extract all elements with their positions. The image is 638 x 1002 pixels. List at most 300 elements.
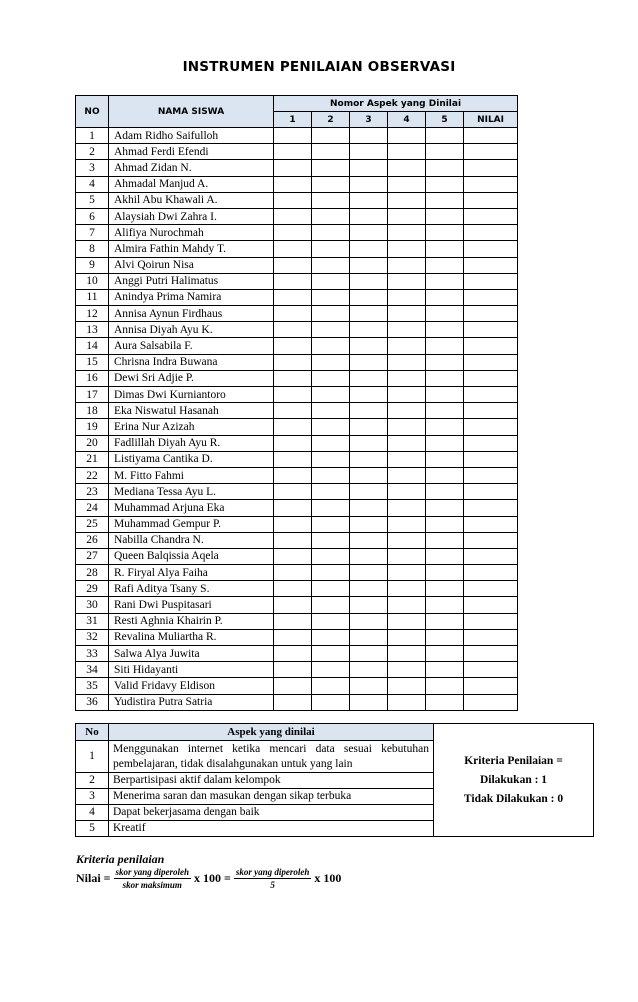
aspect-1-cell[interactable] — [274, 629, 312, 645]
aspect-1-cell[interactable] — [274, 370, 312, 386]
aspect-1-cell[interactable] — [274, 160, 312, 176]
aspect-4-cell[interactable] — [388, 225, 426, 241]
aspect-5-cell[interactable] — [426, 241, 464, 257]
aspect-2-cell[interactable] — [312, 192, 350, 208]
score-cell[interactable] — [464, 435, 518, 451]
aspect-5-cell[interactable] — [426, 467, 464, 483]
score-cell[interactable] — [464, 354, 518, 370]
aspect-4-cell[interactable] — [388, 354, 426, 370]
aspect-2-cell[interactable] — [312, 257, 350, 273]
aspect-header-title: Aspek yang dinilai — [109, 724, 434, 741]
student-no: 36 — [76, 694, 109, 710]
aspect-4-cell[interactable] — [388, 451, 426, 467]
student-no: 4 — [76, 176, 109, 192]
aspect-3-cell[interactable] — [350, 581, 388, 597]
aspect-3-cell[interactable] — [350, 354, 388, 370]
aspect-3-cell[interactable] — [350, 192, 388, 208]
aspect-1-cell[interactable] — [274, 338, 312, 354]
aspect-5-cell[interactable] — [426, 629, 464, 645]
score-cell[interactable] — [464, 208, 518, 224]
aspect-4-cell[interactable] — [388, 548, 426, 564]
aspect-3-cell[interactable] — [350, 144, 388, 160]
score-cell[interactable] — [464, 500, 518, 516]
aspect-5-cell[interactable] — [426, 192, 464, 208]
aspect-3-cell[interactable] — [350, 370, 388, 386]
student-row — [76, 322, 518, 338]
aspect-4-cell[interactable] — [388, 646, 426, 662]
aspect-3-cell[interactable] — [350, 403, 388, 419]
aspect-3-cell[interactable] — [350, 241, 388, 257]
aspect-5-cell[interactable] — [426, 694, 464, 710]
aspect-4-cell[interactable] — [388, 176, 426, 192]
header-no: NO — [76, 96, 109, 128]
aspect-2-cell[interactable] — [312, 273, 350, 289]
aspect-5-cell[interactable] — [426, 387, 464, 403]
aspect-5-cell[interactable] — [426, 419, 464, 435]
aspect-1-cell[interactable] — [274, 646, 312, 662]
student-name: Annisa Diyah Ayu K. — [109, 322, 274, 338]
aspect-2-cell[interactable] — [312, 548, 350, 564]
aspect-2-cell[interactable] — [312, 225, 350, 241]
aspect-1-cell[interactable] — [274, 516, 312, 532]
student-row — [76, 257, 518, 273]
aspect-1-cell[interactable] — [274, 500, 312, 516]
aspect-2-cell[interactable] — [312, 128, 350, 144]
student-row — [76, 128, 518, 144]
aspect-1-cell[interactable] — [274, 581, 312, 597]
student-name: R. Firyal Alya Faiha — [109, 565, 274, 581]
student-no: 7 — [76, 225, 109, 241]
student-name: Resti Aghnia Khairin P. — [109, 613, 274, 629]
aspect-4-cell[interactable] — [388, 419, 426, 435]
student-name: Annisa Aynun Firdhaus — [109, 306, 274, 322]
formula-lhs: Nilai = — [76, 871, 111, 885]
student-no: 32 — [76, 629, 109, 645]
aspect-5-cell[interactable] — [426, 548, 464, 564]
aspect-5-cell[interactable] — [426, 500, 464, 516]
aspect-4-cell[interactable] — [388, 257, 426, 273]
aspect-3-cell[interactable] — [350, 160, 388, 176]
aspect-1-cell[interactable] — [274, 467, 312, 483]
aspect-3-cell[interactable] — [350, 597, 388, 613]
aspect-1-cell[interactable] — [274, 597, 312, 613]
aspect-1-cell[interactable] — [274, 241, 312, 257]
student-no: 8 — [76, 241, 109, 257]
aspect-1-cell[interactable] — [274, 662, 312, 678]
score-cell[interactable] — [464, 387, 518, 403]
student-row — [76, 306, 518, 322]
aspect-5-cell[interactable] — [426, 435, 464, 451]
header-student-name: NAMA SISWA — [109, 96, 274, 128]
score-cell[interactable] — [464, 306, 518, 322]
aspect-text: Berpartisipasi aktif dalam kelompok — [109, 773, 434, 789]
score-cell[interactable] — [464, 548, 518, 564]
aspect-4-cell[interactable] — [388, 581, 426, 597]
aspect-no: 2 — [76, 773, 109, 789]
aspect-3-cell[interactable] — [350, 484, 388, 500]
aspect-3-cell[interactable] — [350, 613, 388, 629]
student-no: 9 — [76, 257, 109, 273]
aspect-1-cell[interactable] — [274, 306, 312, 322]
aspect-4-cell[interactable] — [388, 435, 426, 451]
aspect-2-cell[interactable] — [312, 451, 350, 467]
student-no: 27 — [76, 548, 109, 564]
aspect-1-cell[interactable] — [274, 289, 312, 305]
score-cell[interactable] — [464, 678, 518, 694]
aspect-1-cell[interactable] — [274, 273, 312, 289]
student-name: Akhil Abu Khawali A. — [109, 192, 274, 208]
score-cell[interactable] — [464, 128, 518, 144]
aspect-2-cell[interactable] — [312, 160, 350, 176]
score-cell[interactable] — [464, 338, 518, 354]
student-assessment-table — [75, 95, 518, 711]
aspect-4-cell[interactable] — [388, 289, 426, 305]
aspect-2-cell[interactable] — [312, 500, 350, 516]
aspect-1-cell[interactable] — [274, 387, 312, 403]
aspect-5-cell[interactable] — [426, 338, 464, 354]
score-cell[interactable] — [464, 257, 518, 273]
aspect-4-cell[interactable] — [388, 678, 426, 694]
student-row — [76, 484, 518, 500]
aspect-5-cell[interactable] — [426, 581, 464, 597]
student-row — [76, 435, 518, 451]
aspect-5-cell[interactable] — [426, 128, 464, 144]
aspect-1-cell[interactable] — [274, 484, 312, 500]
score-cell[interactable] — [464, 451, 518, 467]
aspect-2-cell[interactable] — [312, 678, 350, 694]
aspect-4-cell[interactable] — [388, 662, 426, 678]
aspect-2-cell[interactable] — [312, 144, 350, 160]
score-cell[interactable] — [464, 241, 518, 257]
aspect-3-cell[interactable] — [350, 565, 388, 581]
aspect-1-cell[interactable] — [274, 565, 312, 581]
aspect-5-cell[interactable] — [426, 484, 464, 500]
aspect-1-cell[interactable] — [274, 403, 312, 419]
aspect-4-cell[interactable] — [388, 516, 426, 532]
student-row — [76, 192, 518, 208]
student-row — [76, 354, 518, 370]
aspect-3-cell[interactable] — [350, 306, 388, 322]
aspect-1-cell[interactable] — [274, 144, 312, 160]
aspect-2-cell[interactable] — [312, 403, 350, 419]
score-cell[interactable] — [464, 532, 518, 548]
aspect-2-cell[interactable] — [312, 484, 350, 500]
formula-times-1: x 100 = — [194, 871, 231, 885]
aspect-text: Menggunakan internet ketika mencari data sesuai kebutuhan pembelajaran, tidak disalahgunakan untuk yang lain — [109, 741, 434, 773]
aspect-4-cell[interactable] — [388, 241, 426, 257]
aspect-1-cell[interactable] — [274, 257, 312, 273]
aspect-no: 5 — [76, 821, 109, 837]
score-cell[interactable] — [464, 403, 518, 419]
aspect-2-cell[interactable] — [312, 467, 350, 483]
student-name: Queen Balqissia Aqela — [109, 548, 274, 564]
aspect-5-cell[interactable] — [426, 662, 464, 678]
student-row — [76, 613, 518, 629]
aspect-5-cell[interactable] — [426, 176, 464, 192]
aspect-2-cell[interactable] — [312, 241, 350, 257]
aspect-2-cell[interactable] — [312, 532, 350, 548]
aspect-3-cell[interactable] — [350, 338, 388, 354]
aspect-3-cell[interactable] — [350, 532, 388, 548]
score-cell[interactable] — [464, 646, 518, 662]
aspect-4-cell[interactable] — [388, 694, 426, 710]
aspect-2-cell[interactable] — [312, 597, 350, 613]
student-no: 18 — [76, 403, 109, 419]
aspect-1-cell[interactable] — [274, 354, 312, 370]
student-name: Mediana Tessa Ayu L. — [109, 484, 274, 500]
aspect-4-cell[interactable] — [388, 629, 426, 645]
aspect-1-cell[interactable] — [274, 613, 312, 629]
aspect-3-cell[interactable] — [350, 435, 388, 451]
student-name: Dimas Dwi Kurniantoro — [109, 387, 274, 403]
aspect-2-cell[interactable] — [312, 646, 350, 662]
score-cell[interactable] — [464, 581, 518, 597]
score-cell[interactable] — [464, 662, 518, 678]
criteria-line-2: Dilakukan : 1 — [479, 773, 548, 786]
aspect-2-cell[interactable] — [312, 338, 350, 354]
student-name: Chrisna Indra Buwana — [109, 354, 274, 370]
aspect-2-cell[interactable] — [312, 322, 350, 338]
student-name: Ahmadal Manjud A. — [109, 176, 274, 192]
aspect-5-cell[interactable] — [426, 613, 464, 629]
aspect-criteria-table — [75, 723, 594, 837]
student-row — [76, 160, 518, 176]
aspect-1-cell[interactable] — [274, 419, 312, 435]
score-cell[interactable] — [464, 160, 518, 176]
score-cell[interactable] — [464, 597, 518, 613]
student-name: Eka Niswatul Hasanah — [109, 403, 274, 419]
aspect-1-cell[interactable] — [274, 192, 312, 208]
aspect-4-cell[interactable] — [388, 306, 426, 322]
aspect-2-cell[interactable] — [312, 354, 350, 370]
student-no: 21 — [76, 451, 109, 467]
student-no: 2 — [76, 144, 109, 160]
aspect-4-cell[interactable] — [388, 467, 426, 483]
aspect-4-cell[interactable] — [388, 565, 426, 581]
student-name: M. Fitto Fahmi — [109, 467, 274, 483]
score-cell[interactable] — [464, 176, 518, 192]
aspect-5-cell[interactable] — [426, 160, 464, 176]
aspect-4-cell[interactable] — [388, 322, 426, 338]
student-name: Anggi Putri Halimatus — [109, 273, 274, 289]
aspect-5-cell[interactable] — [426, 532, 464, 548]
student-name: Ahmad Ferdi Efendi — [109, 144, 274, 160]
student-name: Yudistira Putra Satria — [109, 694, 274, 710]
student-no: 15 — [76, 354, 109, 370]
score-cell[interactable] — [464, 225, 518, 241]
aspect-3-cell[interactable] — [350, 694, 388, 710]
header-aspect-1: 1 — [274, 112, 312, 128]
aspect-5-cell[interactable] — [426, 257, 464, 273]
aspect-3-cell[interactable] — [350, 646, 388, 662]
aspect-2-cell[interactable] — [312, 208, 350, 224]
header-aspect-3: 3 — [350, 112, 388, 128]
aspect-4-cell[interactable] — [388, 208, 426, 224]
score-cell[interactable] — [464, 273, 518, 289]
aspect-2-cell[interactable] — [312, 176, 350, 192]
header-score: NILAI — [464, 112, 518, 128]
aspect-4-cell[interactable] — [388, 403, 426, 419]
aspect-3-cell[interactable] — [350, 500, 388, 516]
aspect-3-cell[interactable] — [350, 322, 388, 338]
aspect-3-cell[interactable] — [350, 516, 388, 532]
aspect-3-cell[interactable] — [350, 208, 388, 224]
student-no: 33 — [76, 646, 109, 662]
aspect-2-cell[interactable] — [312, 306, 350, 322]
score-cell[interactable] — [464, 565, 518, 581]
student-no: 14 — [76, 338, 109, 354]
aspect-2-cell[interactable] — [312, 289, 350, 305]
aspect-3-cell[interactable] — [350, 387, 388, 403]
aspect-2-cell[interactable] — [312, 435, 350, 451]
aspect-3-cell[interactable] — [350, 257, 388, 273]
aspect-5-cell[interactable] — [426, 354, 464, 370]
aspect-2-cell[interactable] — [312, 629, 350, 645]
aspect-2-cell[interactable] — [312, 694, 350, 710]
aspect-5-cell[interactable] — [426, 273, 464, 289]
score-cell[interactable] — [464, 370, 518, 386]
criteria-line-3: Tidak Dilakukan : 0 — [463, 792, 564, 805]
aspect-1-cell[interactable] — [274, 176, 312, 192]
aspect-3-cell[interactable] — [350, 467, 388, 483]
aspect-3-cell[interactable] — [350, 128, 388, 144]
aspect-5-cell[interactable] — [426, 208, 464, 224]
aspect-text: Kreatif — [109, 821, 434, 837]
student-name: Anindya Prima Namira — [109, 289, 274, 305]
student-row — [76, 241, 518, 257]
aspect-no: 4 — [76, 805, 109, 821]
aspect-header-no: No — [76, 724, 109, 741]
aspect-1-cell[interactable] — [274, 694, 312, 710]
aspect-5-cell[interactable] — [426, 565, 464, 581]
score-cell[interactable] — [464, 629, 518, 645]
student-row — [76, 176, 518, 192]
aspect-5-cell[interactable] — [426, 322, 464, 338]
score-cell[interactable] — [464, 694, 518, 710]
aspect-3-cell[interactable] — [350, 451, 388, 467]
aspect-4-cell[interactable] — [388, 338, 426, 354]
student-name: Muhammad Gempur P. — [109, 516, 274, 532]
aspect-3-cell[interactable] — [350, 678, 388, 694]
aspect-2-cell[interactable] — [312, 581, 350, 597]
aspect-4-cell[interactable] — [388, 128, 426, 144]
fraction-1 — [114, 866, 192, 891]
student-no: 26 — [76, 532, 109, 548]
student-row — [76, 565, 518, 581]
aspect-2-cell[interactable] — [312, 419, 350, 435]
score-cell[interactable] — [464, 467, 518, 483]
aspect-5-cell[interactable] — [426, 678, 464, 694]
aspect-3-cell[interactable] — [350, 225, 388, 241]
aspect-5-cell[interactable] — [426, 144, 464, 160]
aspect-5-cell[interactable] — [426, 597, 464, 613]
aspect-4-cell[interactable] — [388, 192, 426, 208]
aspect-2-cell[interactable] — [312, 613, 350, 629]
score-cell[interactable] — [464, 322, 518, 338]
student-rows — [76, 128, 518, 711]
aspect-5-cell[interactable] — [426, 225, 464, 241]
aspect-2-cell[interactable] — [312, 565, 350, 581]
student-row — [76, 581, 518, 597]
student-no: 22 — [76, 467, 109, 483]
aspect-1-cell[interactable] — [274, 451, 312, 467]
aspect-3-cell[interactable] — [350, 273, 388, 289]
aspect-2-cell[interactable] — [312, 370, 350, 386]
aspect-4-cell[interactable] — [388, 613, 426, 629]
student-row — [76, 597, 518, 613]
student-name: Salwa Alya Juwita — [109, 646, 274, 662]
aspect-1-cell[interactable] — [274, 208, 312, 224]
aspect-4-cell[interactable] — [388, 484, 426, 500]
aspect-5-cell[interactable] — [426, 516, 464, 532]
aspect-5-cell[interactable] — [426, 370, 464, 386]
score-cell[interactable] — [464, 289, 518, 305]
aspect-3-cell[interactable] — [350, 548, 388, 564]
score-cell[interactable] — [464, 484, 518, 500]
aspect-5-cell[interactable] — [426, 289, 464, 305]
aspect-3-cell[interactable] — [350, 289, 388, 305]
student-no: 28 — [76, 565, 109, 581]
student-row — [76, 662, 518, 678]
aspect-3-cell[interactable] — [350, 419, 388, 435]
student-row — [76, 144, 518, 160]
aspect-4-cell[interactable] — [388, 273, 426, 289]
aspect-1-cell[interactable] — [274, 678, 312, 694]
aspect-5-cell[interactable] — [426, 306, 464, 322]
aspect-5-cell[interactable] — [426, 451, 464, 467]
student-name: Almira Fathin Mahdy T. — [109, 241, 274, 257]
student-no: 29 — [76, 581, 109, 597]
aspect-4-cell[interactable] — [388, 160, 426, 176]
student-row — [76, 387, 518, 403]
fraction-1-denominator: skor maksimum — [122, 880, 182, 890]
aspect-4-cell[interactable] — [388, 532, 426, 548]
student-name: Revalina Muliartha R. — [109, 629, 274, 645]
aspect-4-cell[interactable] — [388, 597, 426, 613]
aspect-3-cell[interactable] — [350, 662, 388, 678]
aspect-4-cell[interactable] — [388, 144, 426, 160]
aspect-1-cell[interactable] — [274, 548, 312, 564]
aspect-2-cell[interactable] — [312, 387, 350, 403]
student-name: Nabilla Chandra N. — [109, 532, 274, 548]
score-cell[interactable] — [464, 419, 518, 435]
fraction-2-denominator: 5 — [270, 880, 275, 890]
student-name: Rani Dwi Puspitasari — [109, 597, 274, 613]
score-cell[interactable] — [464, 192, 518, 208]
aspect-3-cell[interactable] — [350, 176, 388, 192]
student-no: 24 — [76, 500, 109, 516]
student-name: Ahmad Zidan N. — [109, 160, 274, 176]
aspect-1-cell[interactable] — [274, 532, 312, 548]
aspect-1-cell[interactable] — [274, 128, 312, 144]
student-no: 31 — [76, 613, 109, 629]
aspect-4-cell[interactable] — [388, 387, 426, 403]
aspect-2-cell[interactable] — [312, 516, 350, 532]
score-cell[interactable] — [464, 516, 518, 532]
aspect-4-cell[interactable] — [388, 370, 426, 386]
aspect-3-cell[interactable] — [350, 629, 388, 645]
score-cell[interactable] — [464, 144, 518, 160]
aspect-5-cell[interactable] — [426, 403, 464, 419]
aspect-1-cell[interactable] — [274, 225, 312, 241]
student-name: Erina Nur Azizah — [109, 419, 274, 435]
score-cell[interactable] — [464, 613, 518, 629]
aspect-5-cell[interactable] — [426, 646, 464, 662]
aspect-1-cell[interactable] — [274, 435, 312, 451]
aspect-2-cell[interactable] — [312, 662, 350, 678]
aspect-1-cell[interactable] — [274, 322, 312, 338]
aspect-4-cell[interactable] — [388, 500, 426, 516]
